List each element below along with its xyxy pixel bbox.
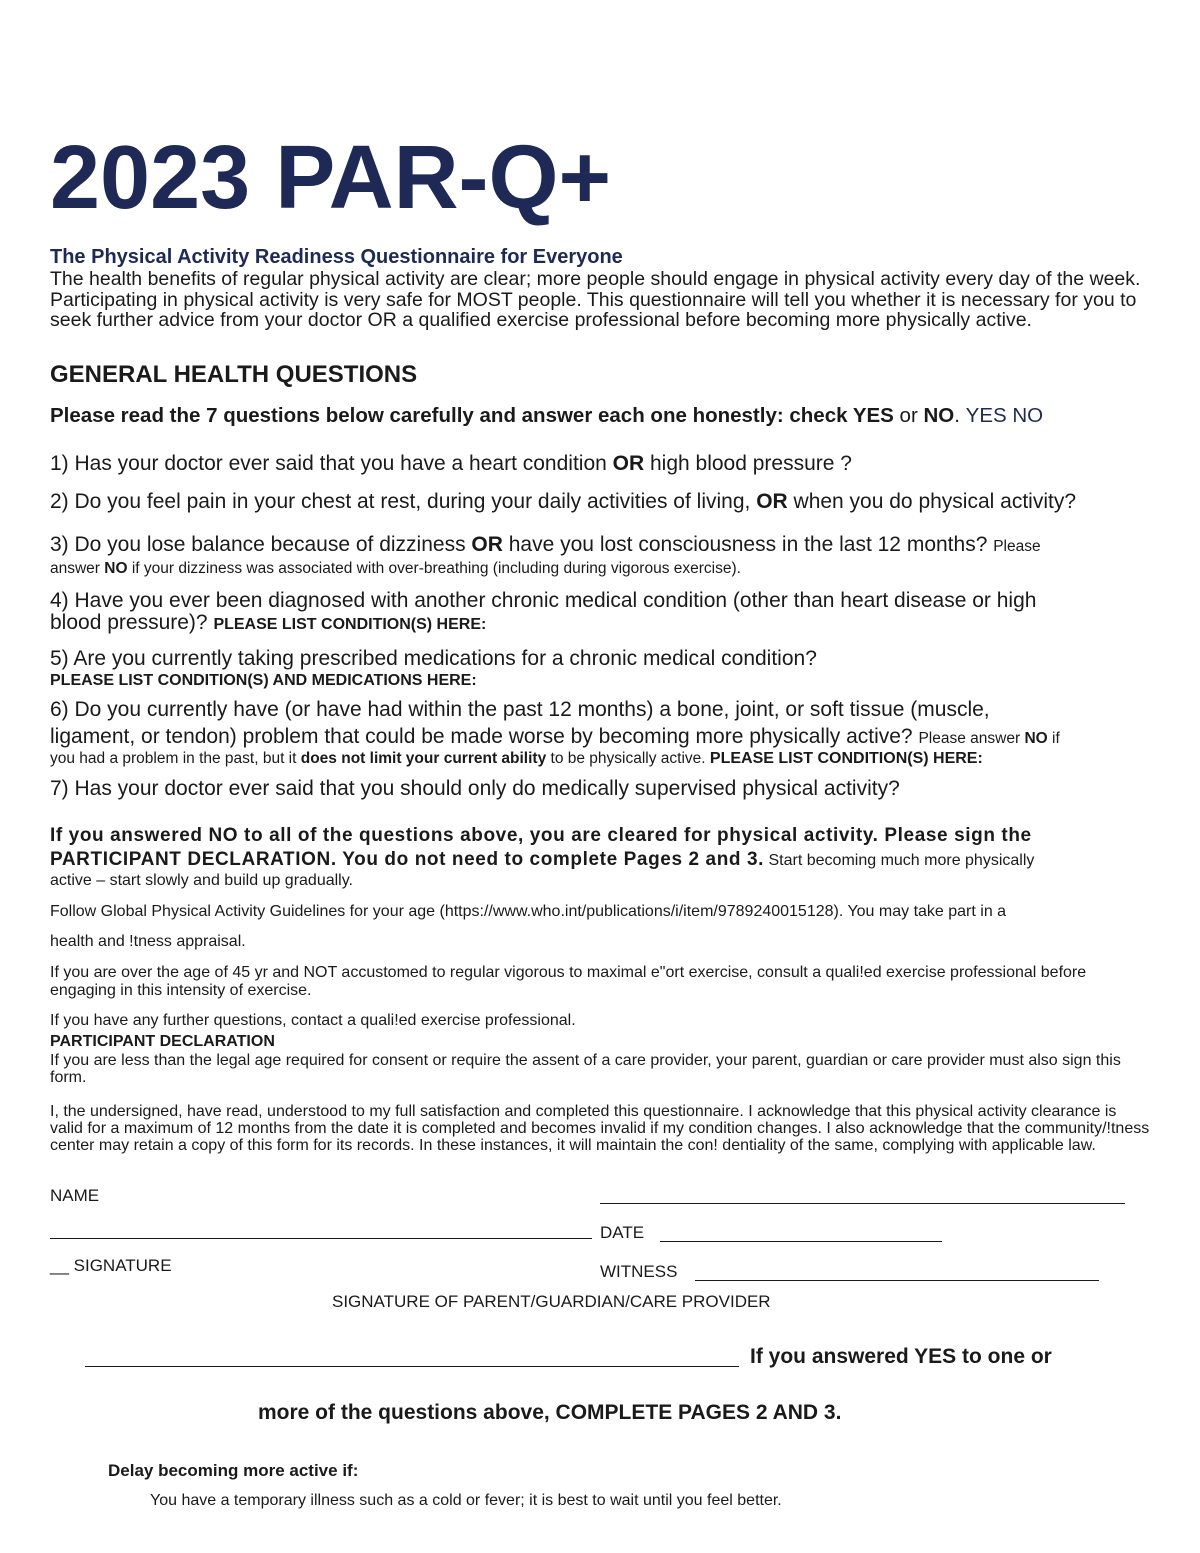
yes-column-header: YES bbox=[965, 404, 1007, 427]
instructions-or: or bbox=[893, 404, 924, 427]
instructions-text: Please read the 7 questions below carefully and answer each one honestly: check YES bbox=[50, 404, 894, 427]
yes-notice-line-2: more of the questions above, COMPLETE PAGES 2 AND 3. bbox=[258, 1401, 842, 1424]
question-3-note: answer NO if your dizziness was associated with over-breathing (including during vigorous exercise). bbox=[50, 560, 741, 577]
follow-guidelines-cont: health and !tness appraisal. bbox=[50, 933, 246, 950]
declaration-minor: If you are less than the legal age required for consent or require the assent of a care provider, your parent, guardian or care provider must also sign this form. bbox=[50, 1052, 1121, 1086]
instructions-dot: . bbox=[954, 404, 960, 427]
participant-declaration-heading: PARTICIPANT DECLARATION bbox=[50, 1033, 275, 1050]
further-questions: If you have any further questions, contact a quali!ed exercise professional. bbox=[50, 1012, 576, 1029]
date-line[interactable] bbox=[660, 1241, 942, 1242]
question-2: 2) Do you feel pain in your chest at rest, during your daily activities of living, OR when you do physical activity? bbox=[50, 490, 1077, 513]
parent-signature-line[interactable] bbox=[85, 1366, 739, 1367]
date-label: DATE bbox=[600, 1223, 645, 1242]
instructions-no: NO bbox=[923, 404, 955, 427]
declaration-acknowledgement: I, the undersigned, have read, understood to my full satisfaction and completed this questionnaire. I acknowledge that this physical activity clearance is valid for a maximum of 12 months from the date it is completed and becomes invalid if my condition changes. I also acknowledge that the community/!tness center may retain a copy of this form for its records. In these instances, it will maintain the con! dentiality of the same, complying with applicable law. bbox=[50, 1103, 1150, 1154]
question-3: 3) Do you lose balance because of dizziness OR have you lost consciousness in the last 12 months? Please bbox=[50, 533, 1041, 556]
intro-paragraph: The health benefits of regular physical activity are clear; more people should engage in physical activity every day of the week. Participating in physical activity is very safe for MOST people. This questionnaire will tell you whether it is necessary for you to seek further advice from your doctor OR a qualified exercise professional before becoming more physically active. bbox=[50, 268, 1141, 331]
delay-item-1: You have a temporary illness such as a cold or fever; it is best to wait until you feel better. bbox=[150, 1492, 782, 1509]
cleared-notice: If you answered NO to all of the questions above, you are cleared for physical activity. Please sign the PARTICIPANT DECLARATION. You do not need to complete Pages 2 and 3. Start becoming much more physically bbox=[50, 825, 1035, 870]
question-6-cont: ligament, or tendon) problem that could be made worse by becoming more physically active? Please answer NO if bbox=[50, 725, 1060, 748]
delay-heading: Delay becoming more active if: bbox=[108, 1461, 359, 1480]
name-line[interactable] bbox=[600, 1203, 1125, 1204]
over-45-notice: If you are over the age of 45 yr and NOT accustomed to regular vigorous to maximal e"ort exercise, consult a quali!ed exercise professional before engaging in this intensity of exercise. bbox=[50, 964, 1087, 999]
question-5: 5) Are you currently taking prescribed medications for a chronic medical condition? bbox=[50, 647, 817, 670]
signature-label: __ SIGNATURE bbox=[50, 1256, 172, 1275]
page-title: 2023 PAR-Q+ bbox=[50, 128, 612, 228]
name-label: NAME bbox=[50, 1186, 100, 1205]
no-column-header: NO bbox=[1012, 404, 1044, 427]
signature-line[interactable] bbox=[50, 1238, 592, 1239]
follow-guidelines: Follow Global Physical Activity Guidelines for your age (https://www.who.int/publications/i/item/9789240015128). You may take part in a bbox=[50, 903, 1007, 920]
question-6: 6) Do you currently have (or have had within the past 12 months) a bone, joint, or soft tissue (muscle, bbox=[50, 698, 990, 721]
subtitle: The Physical Activity Readiness Questionnaire for Everyone bbox=[50, 246, 623, 268]
question-4-cont: blood pressure)? PLEASE LIST CONDITION(S) HERE: bbox=[50, 611, 487, 634]
question-1: 1) Has your doctor ever said that you have a heart condition OR high blood pressure ? bbox=[50, 452, 852, 475]
witness-label: WITNESS bbox=[600, 1262, 678, 1281]
cleared-notice-tail: active – start slowly and build up gradually. bbox=[50, 872, 353, 889]
question-7: 7) Has your doctor ever said that you should only do medically supervised physical activity? bbox=[50, 777, 900, 800]
witness-line[interactable] bbox=[695, 1280, 1099, 1281]
instructions bbox=[50, 404, 1043, 428]
parent-signature-label: SIGNATURE OF PARENT/GUARDIAN/CARE PROVIDER bbox=[332, 1292, 771, 1311]
question-6-list-label: PLEASE LIST CONDITION(S) HERE: bbox=[709, 750, 983, 767]
general-health-heading: GENERAL HEALTH QUESTIONS bbox=[50, 361, 418, 388]
question-6-note: you had a problem in the past, but it does not limit your current ability to be physically active. PLEASE LIST CONDITION(S) HERE: bbox=[50, 750, 983, 767]
question-4-list-label: PLEASE LIST CONDITION(S) HERE: bbox=[213, 616, 487, 633]
question-5-list-label: PLEASE LIST CONDITION(S) AND MEDICATIONS HERE: bbox=[50, 672, 477, 689]
yes-notice-line-1: If you answered YES to one or bbox=[750, 1345, 1052, 1368]
question-4: 4) Have you ever been diagnosed with another chronic medical condition (other than heart disease or high bbox=[50, 589, 1037, 612]
